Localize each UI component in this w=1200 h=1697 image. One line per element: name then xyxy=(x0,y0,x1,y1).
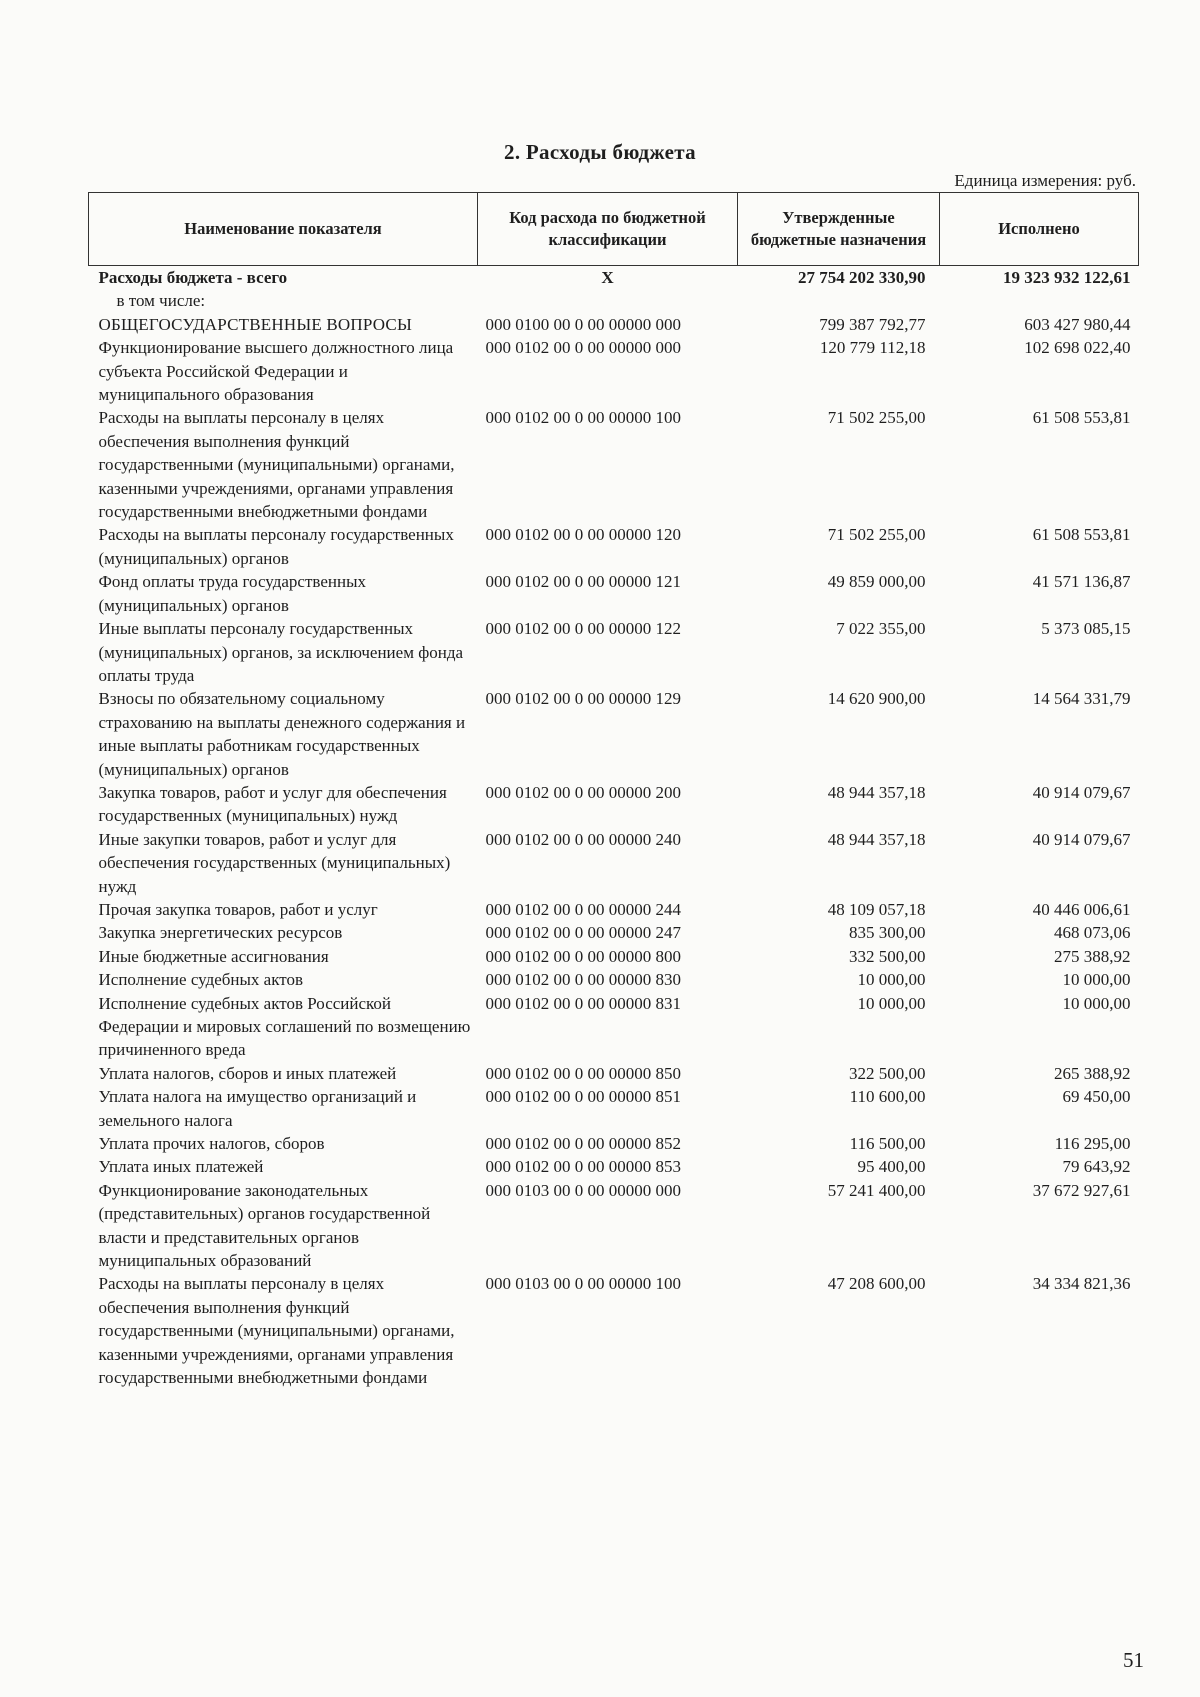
table-row xyxy=(89,898,1139,921)
row-approved: 835 300,00 xyxy=(849,923,926,943)
row-code: 000 0102 00 0 00 00000 129 xyxy=(485,689,681,709)
row-executed: 40 914 079,67 xyxy=(1032,782,1131,802)
row-code: 000 0102 00 0 00 00000 851 xyxy=(485,1087,681,1107)
table-row xyxy=(89,313,1139,336)
row-executed: 79 643,92 xyxy=(1062,1157,1131,1177)
table-row xyxy=(89,570,1139,617)
table-row xyxy=(89,406,1139,523)
table-row xyxy=(89,687,1139,781)
row-name: Иные выплаты персоналу государственных (муниципальных) органов, за исключением фонда оплаты труда xyxy=(98,619,464,685)
row-name: Исполнение судебных актов Российской Федерации и мировых соглашений по возмещению причиненного вреда xyxy=(98,993,471,1060)
row-code: 000 0102 00 0 00 00000 852 xyxy=(485,1134,681,1154)
row-executed: 603 427 980,44 xyxy=(1024,314,1131,334)
row-executed: 10 000,00 xyxy=(1062,993,1131,1013)
total-name: Расходы бюджета - всего xyxy=(98,268,288,287)
expenditures-table xyxy=(88,192,1139,1390)
row-executed: 69 450,00 xyxy=(1062,1087,1131,1107)
table-row-total xyxy=(89,266,1139,290)
row-approved: 48 109 057,18 xyxy=(827,899,926,919)
row-executed: 468 073,06 xyxy=(1054,923,1131,943)
row-name: Закупка товаров, работ и услуг для обеспечения государственных (муниципальных) нужд xyxy=(98,782,447,826)
row-code: 000 0102 00 0 00 00000 121 xyxy=(485,572,681,592)
row-executed: 34 334 821,36 xyxy=(1032,1274,1131,1294)
row-name: Прочая закупка товаров, работ и услуг xyxy=(98,899,378,919)
row-approved: 332 500,00 xyxy=(849,946,926,966)
including-label: в том числе: xyxy=(116,291,206,311)
row-approved: 47 208 600,00 xyxy=(827,1274,926,1294)
row-name: Расходы на выплаты персоналу в целях обеспечения выполнения функций государственными (муниципальными) органами, казенными учреждениями, органами управления государственными внебюджетными фондами xyxy=(98,1274,455,1388)
table-row xyxy=(89,992,1139,1062)
table-row xyxy=(89,1062,1139,1085)
row-name: Иные закупки товаров, работ и услуг для обеспечения государственных (муниципальных) нужд xyxy=(98,829,451,896)
table-row xyxy=(89,781,1139,828)
table-body xyxy=(89,266,1139,1390)
row-executed: 14 564 331,79 xyxy=(1032,689,1131,709)
row-approved: 110 600,00 xyxy=(849,1087,926,1107)
row-code: 000 0102 00 0 00 00000 200 xyxy=(485,782,681,802)
table-row xyxy=(89,1179,1139,1273)
row-approved: 49 859 000,00 xyxy=(827,572,926,592)
row-code: 000 0102 00 0 00 00000 244 xyxy=(485,899,681,919)
total-approved: 27 754 202 330,90 xyxy=(798,268,926,287)
table-header xyxy=(89,193,1139,266)
table-row-including xyxy=(89,289,1139,312)
row-executed: 265 388,92 xyxy=(1054,1063,1131,1083)
section-title: 2. Расходы бюджета xyxy=(504,140,696,164)
header-approved: Утвержденные бюджетные назначения xyxy=(738,193,940,266)
row-code: 000 0102 00 0 00 00000 000 xyxy=(485,338,681,358)
total-executed: 19 323 932 122,61 xyxy=(1003,268,1131,287)
table-row xyxy=(89,828,1139,898)
row-code: 000 0102 00 0 00 00000 853 xyxy=(485,1157,681,1177)
header-name: Наименование показателя xyxy=(89,193,478,266)
table-row xyxy=(89,968,1139,991)
row-executed: 5 373 085,15 xyxy=(1041,619,1131,639)
page-number: 51 xyxy=(1123,1648,1144,1672)
row-approved: 71 502 255,00 xyxy=(827,408,926,428)
row-executed: 40 446 006,61 xyxy=(1032,899,1131,919)
row-code: 000 0102 00 0 00 00000 850 xyxy=(485,1063,681,1083)
table-row xyxy=(89,1085,1139,1132)
total-code: Х xyxy=(601,268,614,287)
row-executed: 37 672 927,61 xyxy=(1032,1180,1131,1200)
table-row xyxy=(89,336,1139,406)
row-name: Функционирование законодательных (представительных) органов государственной власти и представительных органов муниципальных образований xyxy=(98,1180,431,1271)
table-row xyxy=(89,523,1139,570)
row-name: Взносы по обязательному социальному страхованию на выплаты денежного содержания и иные выплаты работникам государственных (муниципальных) органов xyxy=(98,689,466,779)
row-code: 000 0100 00 0 00 00000 000 xyxy=(485,314,681,334)
row-code: 000 0102 00 0 00 00000 247 xyxy=(485,923,681,943)
expenditures-table-container xyxy=(88,192,1138,1390)
row-code: 000 0102 00 0 00 00000 831 xyxy=(485,993,681,1013)
row-approved: 10 000,00 xyxy=(857,970,926,990)
row-name: Фонд оплаты труда государственных (муниципальных) органов xyxy=(98,572,366,615)
table-row xyxy=(89,921,1139,944)
row-approved: 14 620 900,00 xyxy=(827,689,926,709)
row-executed: 275 388,92 xyxy=(1054,946,1131,966)
row-executed: 41 571 136,87 xyxy=(1032,572,1131,592)
row-name: ОБЩЕГОСУДАРСТВЕННЫЕ ВОПРОСЫ xyxy=(98,314,412,334)
row-approved: 120 779 112,18 xyxy=(819,338,926,358)
row-name: Уплата прочих налогов, сборов xyxy=(98,1134,325,1154)
row-code: 000 0102 00 0 00 00000 122 xyxy=(485,619,681,639)
row-executed: 10 000,00 xyxy=(1062,970,1131,990)
row-executed: 61 508 553,81 xyxy=(1032,408,1131,428)
table-row xyxy=(89,1132,1139,1155)
row-code: 000 0103 00 0 00 00000 100 xyxy=(485,1274,681,1294)
row-code: 000 0102 00 0 00 00000 800 xyxy=(485,946,681,966)
row-name: Закупка энергетических ресурсов xyxy=(98,923,343,943)
row-code: 000 0102 00 0 00 00000 120 xyxy=(485,525,681,545)
unit-of-measure-note: Единица измерения: руб. xyxy=(954,171,1136,190)
row-approved: 7 022 355,00 xyxy=(836,619,926,639)
row-approved: 799 387 792,77 xyxy=(819,314,926,334)
row-approved: 48 944 357,18 xyxy=(827,829,926,849)
row-code: 000 0103 00 0 00 00000 000 xyxy=(485,1180,681,1200)
row-approved: 95 400,00 xyxy=(857,1157,926,1177)
row-name: Функционирование высшего должностного лица субъекта Российской Федерации и муниципального образования xyxy=(98,338,454,405)
header-code: Код расхода по бюджетной классификации xyxy=(478,193,738,266)
row-executed: 102 698 022,40 xyxy=(1024,338,1131,358)
row-code: 000 0102 00 0 00 00000 240 xyxy=(485,829,681,849)
row-name: Уплата налогов, сборов и иных платежей xyxy=(98,1063,397,1083)
header-executed: Исполнено xyxy=(940,193,1139,266)
row-approved: 71 502 255,00 xyxy=(827,525,926,545)
row-executed: 116 295,00 xyxy=(1054,1134,1131,1154)
table-row xyxy=(89,1272,1139,1389)
row-name: Уплата налога на имущество организаций и земельного налога xyxy=(98,1087,417,1130)
table-row xyxy=(89,1155,1139,1178)
row-name: Иные бюджетные ассигнования xyxy=(98,946,329,966)
row-approved: 10 000,00 xyxy=(857,993,926,1013)
row-name: Исполнение судебных актов xyxy=(98,970,303,990)
row-executed: 61 508 553,81 xyxy=(1032,525,1131,545)
row-approved: 48 944 357,18 xyxy=(827,782,926,802)
row-executed: 40 914 079,67 xyxy=(1032,829,1131,849)
row-code: 000 0102 00 0 00 00000 100 xyxy=(485,408,681,428)
row-name: Расходы на выплаты персоналу государственных (муниципальных) органов xyxy=(98,525,454,568)
row-approved: 116 500,00 xyxy=(849,1134,926,1154)
row-code: 000 0102 00 0 00 00000 830 xyxy=(485,970,681,990)
row-name: Уплата иных платежей xyxy=(98,1157,264,1177)
row-approved: 57 241 400,00 xyxy=(827,1180,926,1200)
row-name: Расходы на выплаты персоналу в целях обеспечения выполнения функций государственными (муниципальными) органами, казенными учреждениями, органами управления государственными внебюджетными фондами xyxy=(98,408,455,522)
table-row xyxy=(89,617,1139,687)
row-approved: 322 500,00 xyxy=(849,1063,926,1083)
table-row xyxy=(89,945,1139,968)
